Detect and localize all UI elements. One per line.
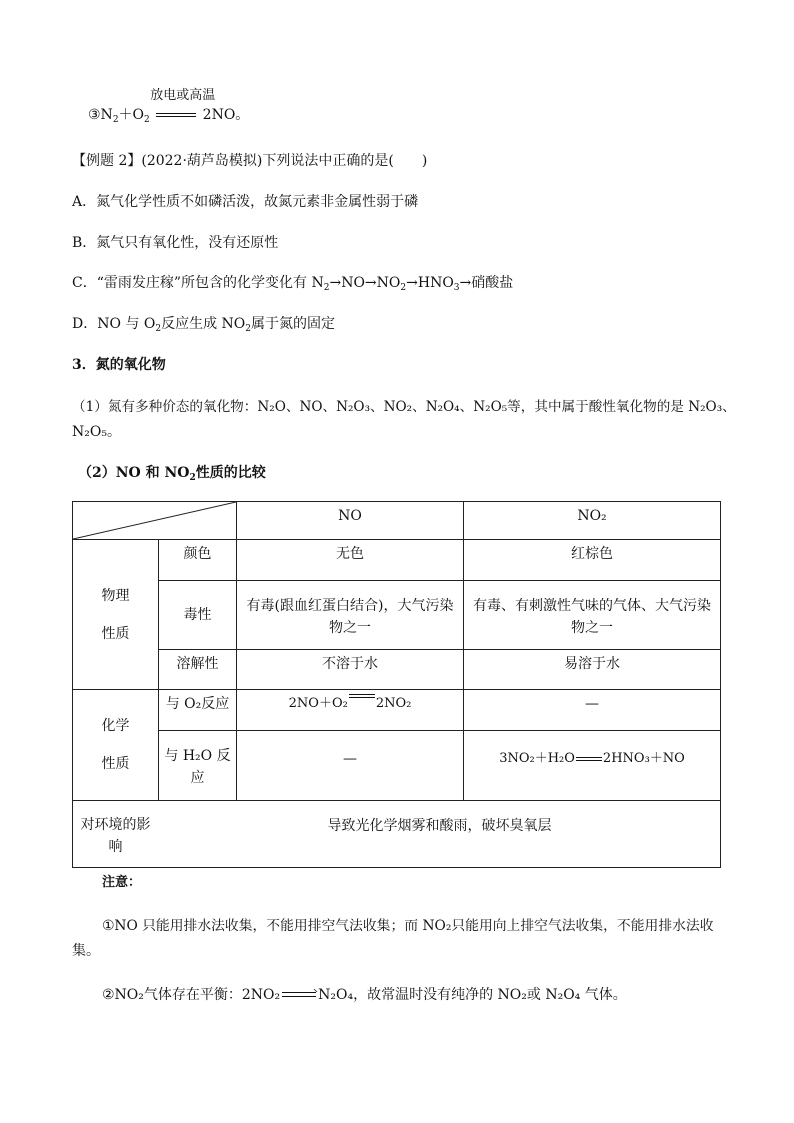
color-no2: 红棕色 [571,546,613,562]
note-2: ②NO₂气体存在平衡：2NO₂ N₂O₄，故常温时没有纯净的 NO₂或 N₂O₄ 气体。 [102,987,627,1003]
header-no: NO [338,508,362,524]
para-1-line-2: N₂O₅。 [72,424,121,440]
environment-value: 导致光化学烟雾和酸雨，破坏臭氧层 [327,818,552,834]
note-1-line-2: 集。 [72,943,100,959]
h2o-reaction-no: — [343,750,357,767]
o2-reaction-no: 2NO＋O₂ 2NO₂ [237,690,463,730]
label-environment: 对环境的影 响 [80,816,151,855]
group-physical: 物理 性质 [101,587,130,642]
label-solubility: 溶解性 [176,656,219,672]
equals-sign [576,756,602,762]
solubility-no2: 易溶于水 [564,656,620,672]
h2o-reaction-no2: 3NO₂＋H₂O 2HNO₃＋NO [499,750,685,766]
reaction-condition: 放电或高温 [150,88,216,103]
header-diagonal [73,502,236,540]
subsection-2-title: （2）NO 和 $NO_2$性质的比较 [78,465,266,483]
example-2-header: 【例题 2】(2022·葫芦岛模拟)下列说法中正确的是( ) [72,153,428,169]
label-color: 颜色 [183,546,212,562]
option-a: A．氮气化学性质不如磷活泼，故氮元素非金属性弱于磷 [72,194,419,210]
group-chemical: 化学 性质 [101,718,130,772]
notes-title: 注意： [102,875,142,890]
equals-sign [349,693,375,699]
reaction-3: $③N_2+O_2$ 放电或高温 2NO。 [88,104,249,124]
toxicity-no2: 有毒、有刺激性气味的气体、大气污染 物之一 [473,597,711,636]
solubility-no: 不溶于水 [322,656,378,672]
option-c: C．“雷雨发庄稼”所包含的化学变化有 $N_2\to NO\to NO_2\to HNO_3\to$硝酸盐 [72,275,514,293]
comparison-table [72,501,721,868]
option-d: D．NO 与 $O_2$反应生成 $NO_2$属于氮的固定 [72,316,335,334]
o2-reaction-no2: — [585,696,599,712]
reaction-3-product: 2NO。 [202,107,250,123]
label-h2o-reaction: 与 H₂O 反 应 [164,748,231,786]
reaction-condition-arrow [150,88,216,120]
label-toxicity: 毒性 [183,607,212,623]
para-1-line-1: （1）氮有多种价态的氧化物：N₂O、NO、N₂O₃、NO₂、N₂O₄、N₂O₅等，其中属于酸性氧化物的是 N₂O₃、 [72,399,736,415]
header-no2: NO₂ [577,508,607,524]
reaction-3-reactant: ③N [88,107,113,123]
label-o2-reaction: 与 O₂反应 [165,696,230,712]
section-3-title: 3．氮的氧化物 [72,357,166,373]
equilibrium-arrow [282,991,316,999]
note-1-line-1: ①NO 只能用排水法收集，不能用排空气法收集；而 NO₂只能用向上排空气法收集，不能用排水法收 [102,918,714,934]
toxicity-no: 有毒(跟血红蛋白结合)，大气污染 物之一 [246,597,454,636]
option-b: B．氮气只有氧化性，没有还原性 [72,235,279,251]
color-no: 无色 [336,546,364,562]
